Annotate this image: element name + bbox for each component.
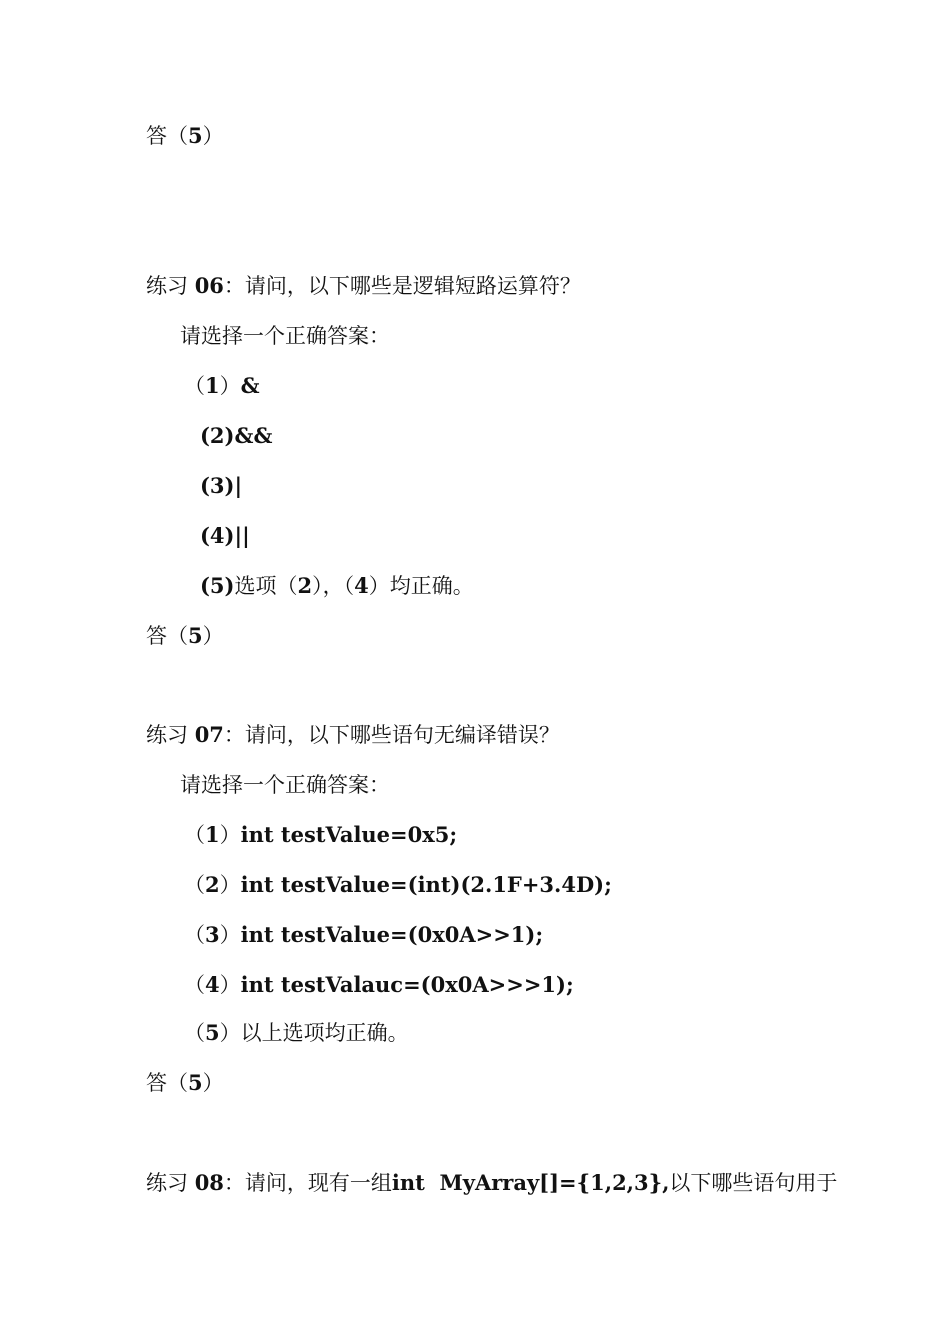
question-07-option-4: （4）int testValauc=(0x0A>>>1); (184, 972, 574, 997)
question-07-instruction: 请选择一个正确答案： (180, 773, 390, 797)
question-06-option-2: (2)&& (200, 423, 273, 448)
answer-line: 答（5） (146, 123, 224, 148)
question-06-option-3: (3)| (200, 473, 243, 498)
question-06-option-1: （1）& (184, 373, 260, 398)
question-07-option-2: （2）int testValue=(int)(2.1F+3.4D); (184, 872, 612, 897)
question-06-option-4: (4)|| (200, 523, 250, 548)
question-06-option-5: (5)选项（2），（4）均正确。 (200, 573, 474, 598)
question-06-instruction: 请选择一个正确答案： (180, 324, 390, 348)
question-07-option-5: （5）以上选项均正确。 (184, 1020, 409, 1045)
question-06-answer: 答（5） (146, 623, 224, 648)
question-07-answer: 答（5） (146, 1070, 224, 1095)
question-06-title: 练习 06：请问，以下哪些是逻辑短路运算符？ (146, 273, 581, 298)
question-07-title: 练习 07：请问，以下哪些语句无编译错误？ (146, 722, 560, 747)
question-08-title: 练习 08：请问，现有一组int MyArray[]={1,2,3},以下哪些语句用于 (146, 1170, 838, 1195)
question-07-option-3: （3）int testValue=(0x0A>>1); (184, 922, 544, 947)
question-07-option-1: （1）int testValue=0x5; (184, 822, 458, 847)
